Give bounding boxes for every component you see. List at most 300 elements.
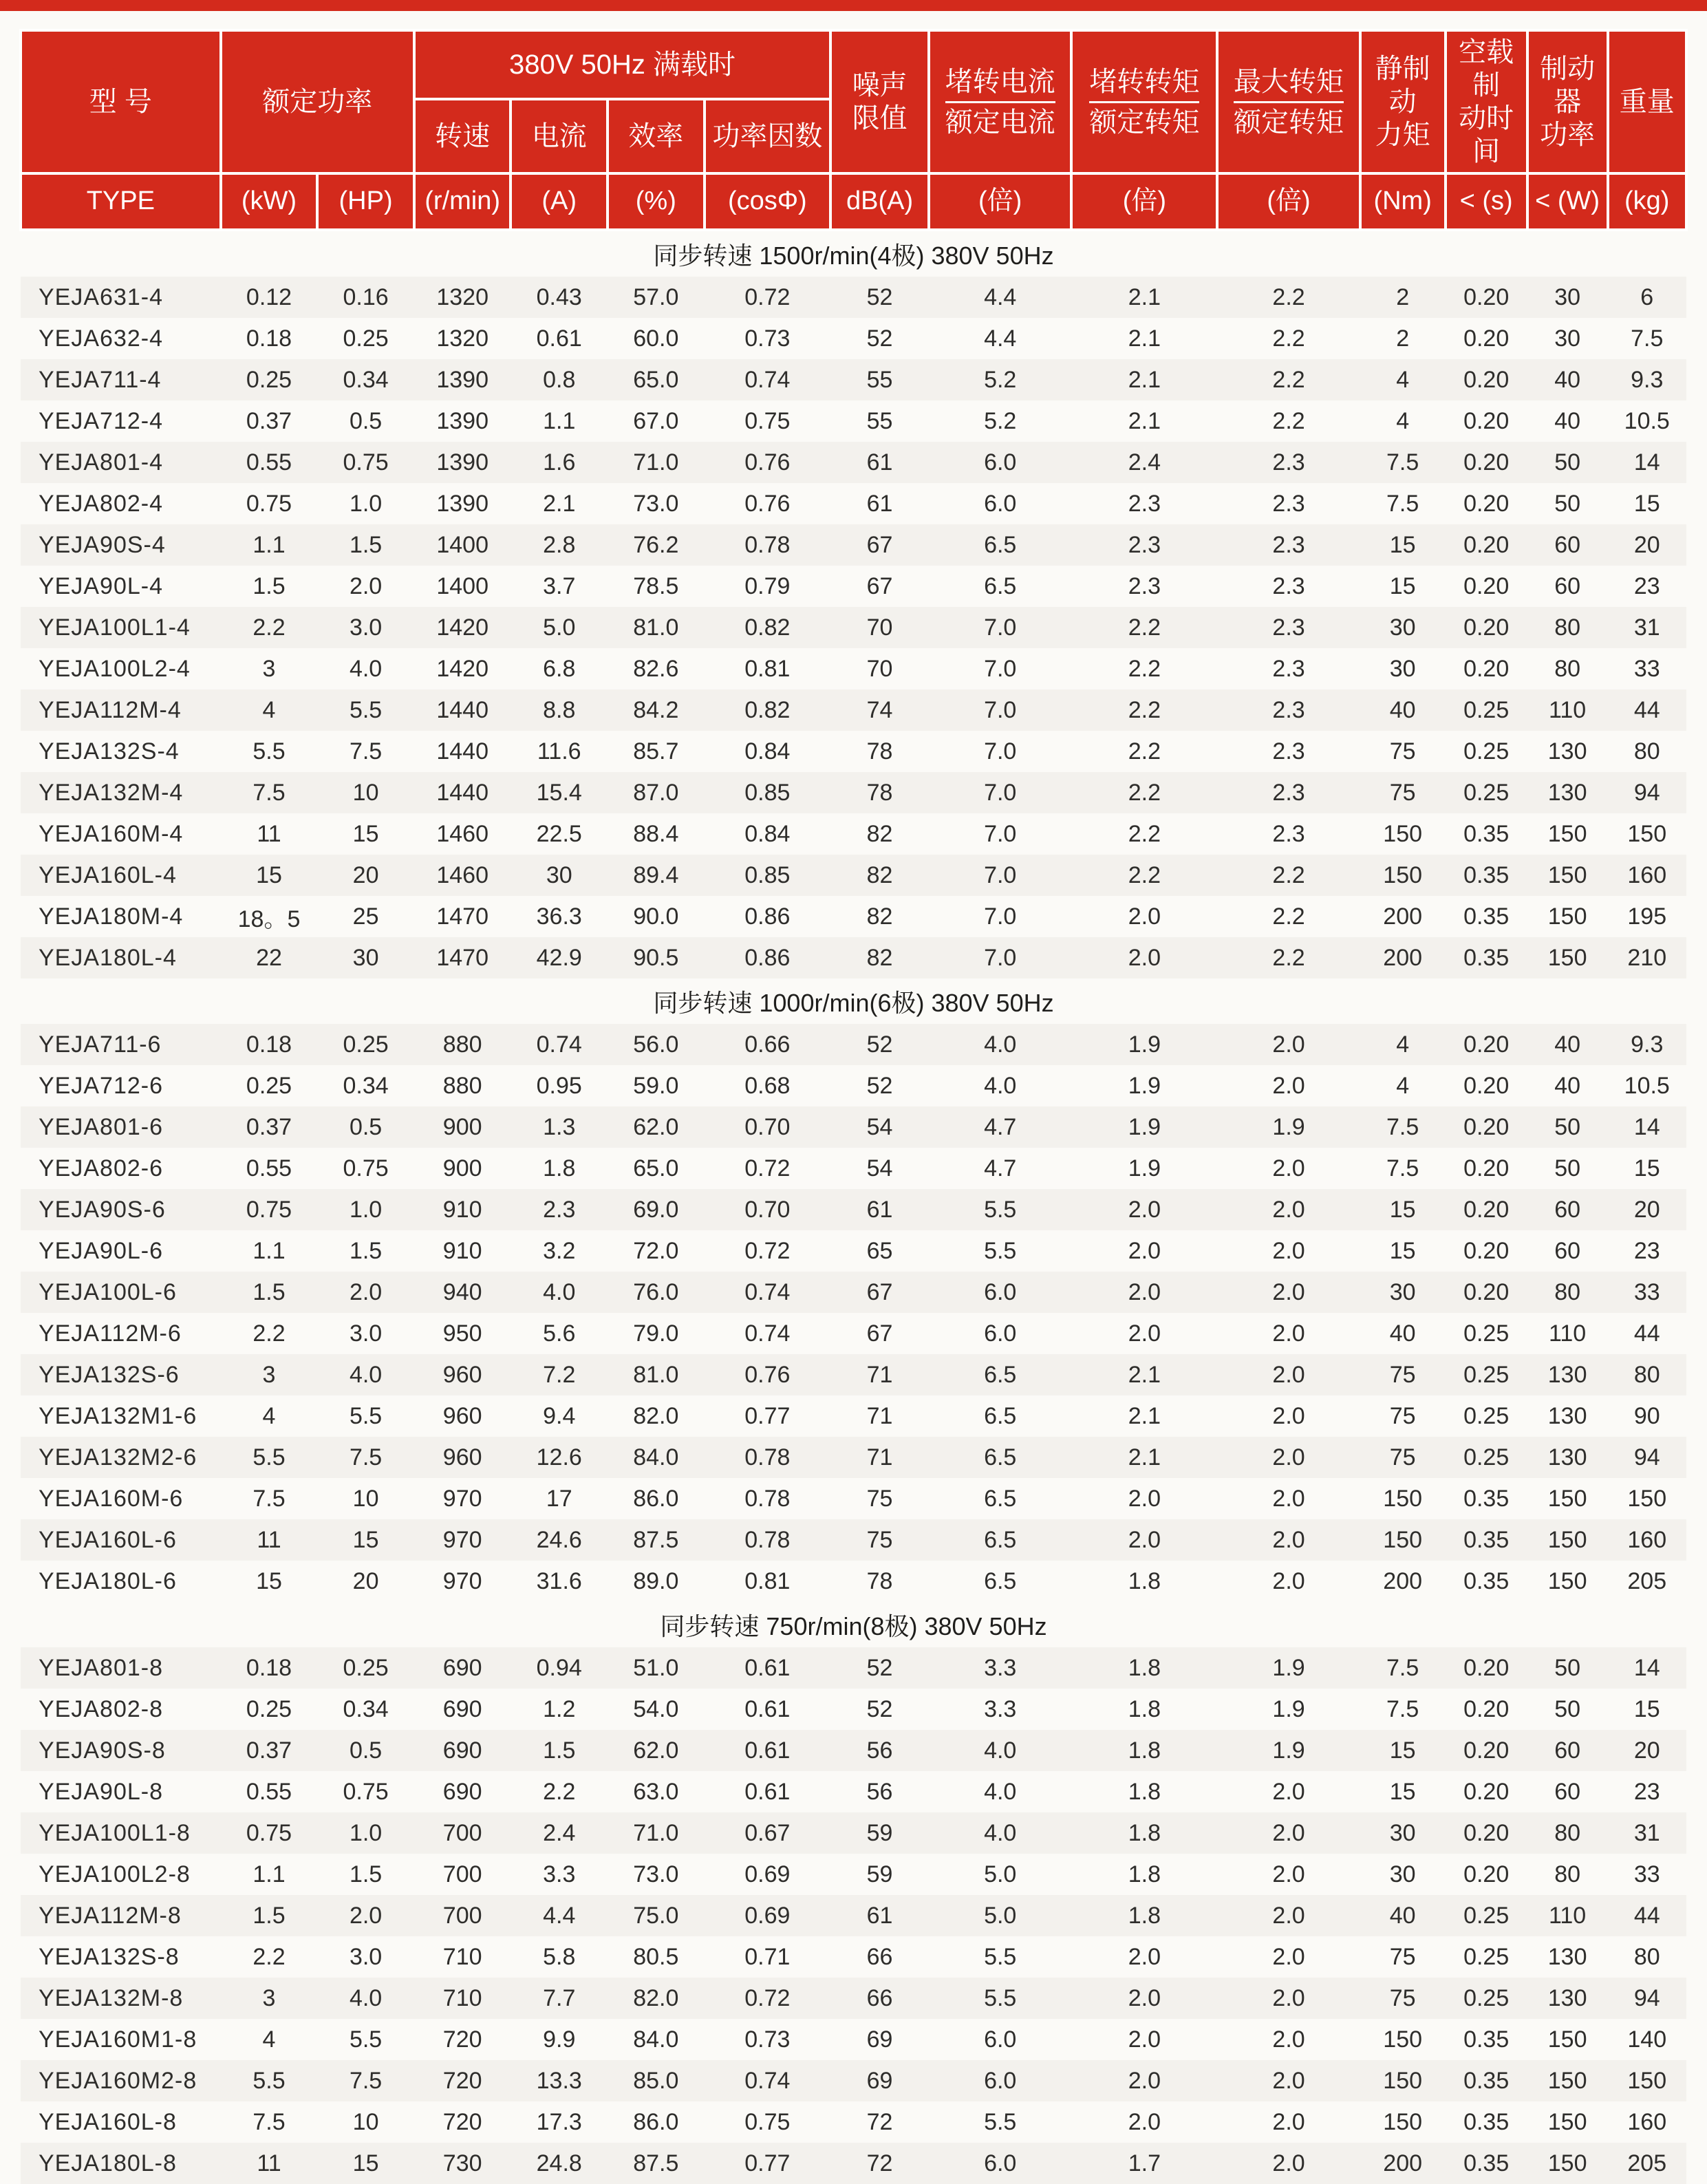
value-cell: 690: [442, 1695, 482, 1722]
table-row: [21, 1771, 1686, 1812]
model-cell: YEJA100L2-4: [39, 655, 191, 682]
value-cell: 2.0: [1071, 937, 1217, 978]
value-cell: 0.34: [343, 1072, 389, 1099]
value-cell: 60.0: [633, 325, 679, 352]
value-cell: 5.5: [984, 1237, 1017, 1264]
unit-nm: (Nm): [1360, 173, 1446, 230]
model-cell: YEJA132M1-6: [39, 1402, 197, 1429]
model-cell: YEJA711-4: [21, 359, 221, 400]
value-cell: 1.9: [1217, 1106, 1360, 1148]
value-cell: 7.5: [1631, 325, 1664, 352]
value-cell: 60: [1554, 1778, 1581, 1805]
section-title-row: [21, 230, 1686, 277]
value-cell: 6.5: [929, 1519, 1071, 1561]
value-cell: 2.0: [1217, 1978, 1360, 2019]
value-cell: 4: [262, 1402, 276, 1429]
value-cell: 710: [414, 1978, 511, 2019]
value-cell: 2.2: [221, 607, 318, 648]
unit-percent: (%): [608, 173, 705, 230]
model-cell: YEJA180M-4: [39, 903, 184, 930]
value-cell: 31.6: [536, 1567, 582, 1594]
model-cell: YEJA712-6: [39, 1072, 163, 1099]
table-row: [21, 1024, 1686, 1065]
table-row: [21, 1313, 1686, 1354]
value-cell: 11: [221, 2143, 318, 2184]
value-cell: 75: [1360, 1978, 1446, 2019]
value-cell: 2.3: [1128, 572, 1161, 599]
value-cell: 2.0: [1071, 1519, 1217, 1561]
table-header: [21, 30, 1686, 230]
value-cell: 4: [221, 689, 318, 731]
value-cell: 0.69: [744, 1861, 791, 1887]
value-cell: 7.5: [221, 772, 318, 813]
value-cell: 0.73: [744, 325, 791, 352]
value-cell: 1.5: [511, 1730, 608, 1771]
value-cell: 0.61: [705, 1647, 830, 1689]
value-cell: 3.0: [349, 1943, 383, 1970]
value-cell: 60: [1554, 572, 1581, 599]
value-cell: 0.25: [1463, 1943, 1510, 1970]
value-cell: 85.0: [608, 2060, 705, 2101]
value-cell: 56: [830, 1730, 929, 1771]
value-cell: 52: [866, 325, 893, 352]
value-cell: 1.5: [221, 1895, 318, 1936]
value-cell: 4: [1396, 1072, 1410, 1099]
value-cell: 1420: [414, 607, 511, 648]
value-cell: 0.94: [511, 1647, 608, 1689]
value-cell: 0.55: [246, 1155, 292, 1181]
value-cell: 2.3: [1217, 442, 1360, 483]
model-cell: YEJA90S-8: [21, 1730, 221, 1771]
value-cell: 0.35: [1463, 2108, 1510, 2135]
value-cell: 73.0: [633, 490, 679, 517]
value-cell: 1390: [414, 442, 511, 483]
value-cell: 0.25: [246, 1695, 292, 1722]
value-cell: 2.2: [1217, 937, 1360, 978]
value-cell: 2.8: [511, 524, 608, 566]
value-cell: 15: [1633, 490, 1660, 517]
model-cell: YEJA180L-4: [21, 937, 221, 978]
value-cell: 2.2: [1272, 325, 1305, 352]
value-cell: 24.8: [511, 2143, 608, 2184]
value-cell: 3.3: [984, 1695, 1017, 1722]
value-cell: 0.68: [744, 1072, 791, 1099]
value-cell: 40: [1360, 1895, 1446, 1936]
value-cell: 3.3: [543, 1861, 576, 1887]
value-cell: 0.20: [1463, 1237, 1510, 1264]
value-cell: 69.0: [608, 1189, 705, 1230]
model-cell: YEJA802-8: [39, 1695, 163, 1722]
value-cell: 2.2: [1217, 359, 1360, 400]
value-cell: 0.18: [221, 1024, 318, 1065]
value-cell: 2.2: [1128, 655, 1161, 682]
value-cell: 2.3: [511, 1189, 608, 1230]
value-cell: 2.0: [1128, 1943, 1161, 1970]
value-cell: 15: [317, 2143, 414, 2184]
table-row: [21, 813, 1686, 855]
value-cell: 150: [1360, 855, 1446, 896]
value-cell: 81.0: [608, 1354, 705, 1395]
value-cell: 2.1: [1071, 277, 1217, 318]
value-cell: 5.0: [984, 1861, 1017, 1887]
value-cell: 6.0: [929, 2143, 1071, 2184]
value-cell: 0.20: [1446, 1106, 1527, 1148]
value-cell: 1390: [414, 359, 511, 400]
value-cell: 205: [1627, 1567, 1667, 1594]
value-cell: 0.20: [1446, 1024, 1527, 1065]
value-cell: 30: [511, 855, 608, 896]
value-cell: 25: [352, 903, 379, 930]
value-cell: 2.3: [1272, 820, 1305, 847]
value-cell: 23: [1633, 1778, 1660, 1805]
value-cell: 7.0: [984, 655, 1017, 682]
value-cell: 60: [1527, 524, 1608, 566]
value-cell: 1.0: [317, 1812, 414, 1854]
value-cell: 700: [414, 1895, 511, 1936]
table-row: [21, 277, 1686, 318]
value-cell: 5.5: [349, 1402, 383, 1429]
value-cell: 82: [866, 820, 893, 847]
value-cell: 0.35: [1463, 2026, 1510, 2053]
value-cell: 1.9: [1071, 1024, 1217, 1065]
value-cell: 61: [830, 1189, 929, 1230]
value-cell: 0.18: [246, 325, 292, 352]
section-title: 同步转速 750r/min(8极) 380V 50Hz: [21, 1602, 1686, 1647]
value-cell: 44: [1608, 689, 1687, 731]
header-locked-current-ratio: 堵转电流 额定电流: [929, 30, 1071, 173]
model-cell: YEJA801-4: [21, 442, 221, 483]
value-cell: 160: [1627, 2108, 1667, 2135]
model-cell: YEJA132S-6: [21, 1354, 221, 1395]
value-cell: 0.74: [511, 1024, 608, 1065]
value-cell: 2.2: [1217, 855, 1360, 896]
value-cell: 22.5: [536, 820, 582, 847]
value-cell: 700: [414, 1812, 511, 1854]
value-cell: 67.0: [633, 407, 679, 434]
value-cell: 1460: [414, 855, 511, 896]
table-row: [21, 2101, 1686, 2143]
value-cell: 6.5: [984, 1485, 1017, 1512]
value-cell: 2.0: [1128, 1485, 1161, 1512]
value-cell: 89.4: [608, 855, 705, 896]
value-cell: 7.0: [984, 820, 1017, 847]
value-cell: 1.5: [221, 1272, 318, 1313]
value-cell: 63.0: [633, 1778, 679, 1805]
model-cell: YEJA112M-8: [21, 1895, 221, 1936]
value-cell: 79.0: [633, 1320, 679, 1347]
value-cell: 130: [1547, 1402, 1587, 1429]
unit-times-3: (倍): [1217, 173, 1360, 230]
table-row: [21, 1065, 1686, 1106]
value-cell: 24.6: [511, 1519, 608, 1561]
value-cell: 5.5: [929, 1189, 1071, 1230]
value-cell: 5.5: [221, 2060, 318, 2101]
value-cell: 87.5: [608, 1519, 705, 1561]
value-cell: 1.1: [543, 407, 576, 434]
value-cell: 0.55: [246, 1778, 292, 1805]
value-cell: 0.61: [536, 325, 582, 352]
value-cell: 75: [1360, 772, 1446, 813]
value-cell: 0.5: [317, 1106, 414, 1148]
value-cell: 2.0: [1128, 903, 1161, 930]
value-cell: 0.25: [1463, 1320, 1510, 1347]
table-row: [21, 1854, 1686, 1895]
value-cell: 71.0: [608, 442, 705, 483]
model-cell: YEJA90S-4: [21, 524, 221, 566]
value-cell: 960: [414, 1437, 511, 1478]
value-cell: 2.4: [511, 1812, 608, 1854]
value-cell: 20: [1608, 524, 1687, 566]
value-cell: 1.8: [543, 1155, 576, 1181]
value-cell: 1390: [436, 490, 489, 517]
model-cell: YEJA711-6: [21, 1024, 221, 1065]
model-cell: YEJA112M-4: [21, 689, 221, 731]
table-row: [21, 689, 1686, 731]
value-cell: 67: [866, 572, 893, 599]
value-cell: 150: [1383, 1485, 1423, 1512]
value-cell: 59.0: [633, 1072, 679, 1099]
unit-cos-phi: (cosΦ): [705, 173, 830, 230]
table-row: [21, 1437, 1686, 1478]
value-cell: 0.5: [317, 1730, 414, 1771]
value-cell: 65.0: [608, 359, 705, 400]
table-row: [21, 648, 1686, 689]
value-cell: 0.20: [1446, 607, 1527, 648]
value-cell: 94: [1608, 1437, 1687, 1478]
value-cell: 94: [1608, 772, 1687, 813]
value-cell: 54: [830, 1106, 929, 1148]
value-cell: 75: [1360, 1437, 1446, 1478]
value-cell: 4.7: [929, 1106, 1071, 1148]
value-cell: 6.0: [929, 442, 1071, 483]
value-cell: 960: [414, 1354, 511, 1395]
value-cell: 82: [830, 937, 929, 978]
value-cell: 33: [1633, 1861, 1660, 1887]
value-cell: 2.0: [1128, 2026, 1161, 2053]
value-cell: 3.3: [929, 1647, 1071, 1689]
value-cell: 1.9: [1128, 1155, 1161, 1181]
value-cell: 56: [866, 1778, 893, 1805]
value-cell: 74: [830, 689, 929, 731]
value-cell: 0.20: [1463, 490, 1510, 517]
value-cell: 0.75: [221, 1812, 318, 1854]
model-cell: YEJA90L-4: [39, 572, 163, 599]
value-cell: 1.1: [221, 524, 318, 566]
value-cell: 14: [1608, 1647, 1687, 1689]
value-cell: 88.4: [633, 820, 679, 847]
value-cell: 0.25: [1463, 1402, 1510, 1429]
value-cell: 0.74: [705, 359, 830, 400]
model-cell: YEJA160M1-8: [39, 2026, 197, 2053]
value-cell: 0.73: [744, 2026, 791, 2053]
value-cell: 5.2: [984, 407, 1017, 434]
value-cell: 720: [442, 2108, 482, 2135]
value-cell: 75: [866, 1485, 893, 1512]
value-cell: 4.7: [984, 1155, 1017, 1181]
value-cell: 75.0: [608, 1895, 705, 1936]
value-cell: 2.1: [1071, 1437, 1217, 1478]
value-cell: 50: [1527, 1106, 1608, 1148]
value-cell: 0.25: [1446, 772, 1527, 813]
value-cell: 52: [866, 1072, 893, 1099]
value-cell: 80: [1633, 1943, 1660, 1970]
value-cell: 1.0: [317, 1189, 414, 1230]
value-cell: 11: [221, 1519, 318, 1561]
value-cell: 1.5: [253, 572, 286, 599]
model-cell: YEJA160M-4: [39, 820, 184, 847]
value-cell: 4: [1360, 1024, 1446, 1065]
value-cell: 6.8: [543, 655, 576, 682]
value-cell: 15.4: [511, 772, 608, 813]
value-cell: 6.0: [984, 1320, 1017, 1347]
value-cell: 2.0: [1071, 1189, 1217, 1230]
value-cell: 2.0: [1272, 1155, 1305, 1181]
value-cell: 150: [1360, 2060, 1446, 2101]
value-cell: 80: [1527, 1812, 1608, 1854]
model-cell: YEJA132S-4: [39, 738, 180, 764]
value-cell: 130: [1547, 1943, 1587, 1970]
model-cell: YEJA132M-4: [21, 772, 221, 813]
value-cell: 2.0: [1217, 1272, 1360, 1313]
value-cell: 0.20: [1446, 524, 1527, 566]
value-cell: 4.4: [511, 1895, 608, 1936]
value-cell: 94: [1608, 1978, 1687, 2019]
value-cell: 0.61: [744, 1778, 791, 1805]
value-cell: 15: [1360, 524, 1446, 566]
value-cell: 67: [830, 1272, 929, 1313]
value-cell: 0.35: [1463, 903, 1510, 930]
value-cell: 76.2: [608, 524, 705, 566]
value-cell: 0.35: [1446, 855, 1527, 896]
value-cell: 0.72: [744, 1155, 791, 1181]
value-cell: 5.5: [253, 738, 286, 764]
value-cell: 59: [830, 1812, 929, 1854]
value-cell: 7.5: [317, 1437, 414, 1478]
value-cell: 78: [866, 738, 893, 764]
unit-kg: (kg): [1608, 173, 1687, 230]
value-cell: 2.0: [1071, 2060, 1217, 2101]
value-cell: 0.35: [1463, 1567, 1510, 1594]
model-cell: YEJA132M-8: [21, 1978, 221, 2019]
value-cell: 54: [866, 1155, 893, 1181]
value-cell: 6.0: [984, 490, 1017, 517]
value-cell: 86.0: [633, 1485, 679, 1512]
table-row: [21, 1812, 1686, 1854]
value-cell: 0.34: [343, 1695, 389, 1722]
value-cell: 0.70: [705, 1189, 830, 1230]
value-cell: 17.3: [536, 2108, 582, 2135]
value-cell: 0.76: [705, 1354, 830, 1395]
value-cell: 5.0: [511, 607, 608, 648]
value-cell: 2.3: [1272, 490, 1305, 517]
value-cell: 10: [352, 2108, 379, 2135]
value-cell: 17: [546, 1485, 572, 1512]
value-cell: 150: [1527, 855, 1608, 896]
value-cell: 2.2: [1071, 855, 1217, 896]
header-static-brake-torque: 静制动 力矩: [1360, 30, 1446, 173]
value-cell: 23: [1633, 1237, 1660, 1264]
value-cell: 200: [1360, 2143, 1446, 2184]
header-locked-torque-ratio: 堵转转矩 额定转矩: [1071, 30, 1217, 173]
value-cell: 2.0: [317, 1272, 414, 1313]
table-row: [21, 1895, 1686, 1936]
value-cell: 59: [866, 1861, 893, 1887]
value-cell: 0.16: [317, 277, 414, 318]
header-weight: 重量: [1608, 30, 1687, 173]
value-cell: 0.35: [1446, 1519, 1527, 1561]
value-cell: 6.5: [984, 1402, 1017, 1429]
table-row: [21, 1978, 1686, 2019]
value-cell: 2.0: [1272, 1402, 1305, 1429]
value-cell: 82: [830, 855, 929, 896]
value-cell: 78.5: [633, 572, 679, 599]
value-cell: 0.71: [744, 1943, 791, 1970]
value-cell: 1470: [414, 937, 511, 978]
value-cell: 1.5: [349, 1861, 383, 1887]
model-cell: YEJA132M2-6: [21, 1437, 221, 1478]
value-cell: 0.20: [1446, 277, 1527, 318]
value-cell: 910: [414, 1189, 511, 1230]
value-cell: 0.20: [1446, 1272, 1527, 1313]
value-cell: 0.82: [705, 607, 830, 648]
value-cell: 2.3: [1217, 772, 1360, 813]
value-cell: 10.5: [1624, 1072, 1670, 1099]
value-cell: 82.0: [633, 1402, 679, 1429]
value-cell: 2.3: [1272, 738, 1305, 764]
value-cell: 60: [1527, 1730, 1608, 1771]
value-cell: 10: [317, 772, 414, 813]
value-cell: 130: [1527, 1354, 1608, 1395]
value-cell: 2.0: [1272, 2108, 1305, 2135]
value-cell: 6.5: [984, 1567, 1017, 1594]
value-cell: 3: [262, 655, 276, 682]
value-cell: 42.9: [511, 937, 608, 978]
value-cell: 73.0: [633, 1861, 679, 1887]
header-rated-power: 额定功率: [221, 30, 414, 173]
value-cell: 0.20: [1463, 572, 1510, 599]
value-cell: 0.20: [1463, 325, 1510, 352]
value-cell: 0.20: [1446, 1189, 1527, 1230]
value-cell: 1460: [436, 820, 489, 847]
value-cell: 0.25: [1463, 738, 1510, 764]
unit-rpm: (r/min): [414, 173, 511, 230]
value-cell: 0.78: [705, 1437, 830, 1478]
value-cell: 69: [866, 2026, 893, 2053]
value-cell: 5.0: [929, 1895, 1071, 1936]
value-cell: 8.8: [511, 689, 608, 731]
value-cell: 0.72: [705, 1978, 830, 2019]
value-cell: 0.81: [744, 1567, 791, 1594]
value-cell: 0.76: [744, 490, 791, 517]
value-cell: 150: [1383, 2108, 1423, 2135]
value-cell: 9.9: [543, 2026, 576, 2053]
value-cell: 0.61: [744, 1695, 791, 1722]
value-cell: 730: [414, 2143, 511, 2184]
value-cell: 2.3: [1217, 607, 1360, 648]
value-cell: 4.0: [984, 1072, 1017, 1099]
value-cell: 210: [1608, 937, 1687, 978]
section-title-row: [21, 1602, 1686, 1647]
header-noise-limit: 噪声 限值: [830, 30, 929, 173]
model-cell: YEJA90S-6: [21, 1189, 221, 1230]
motor-spec-table: [19, 29, 1688, 2184]
value-cell: 78: [866, 1567, 893, 1594]
value-cell: 2.0: [1272, 2026, 1305, 2053]
value-cell: 80: [1527, 1272, 1608, 1313]
value-cell: 51.0: [608, 1647, 705, 1689]
value-cell: 71: [830, 1354, 929, 1395]
value-cell: 2.1: [1128, 1402, 1161, 1429]
